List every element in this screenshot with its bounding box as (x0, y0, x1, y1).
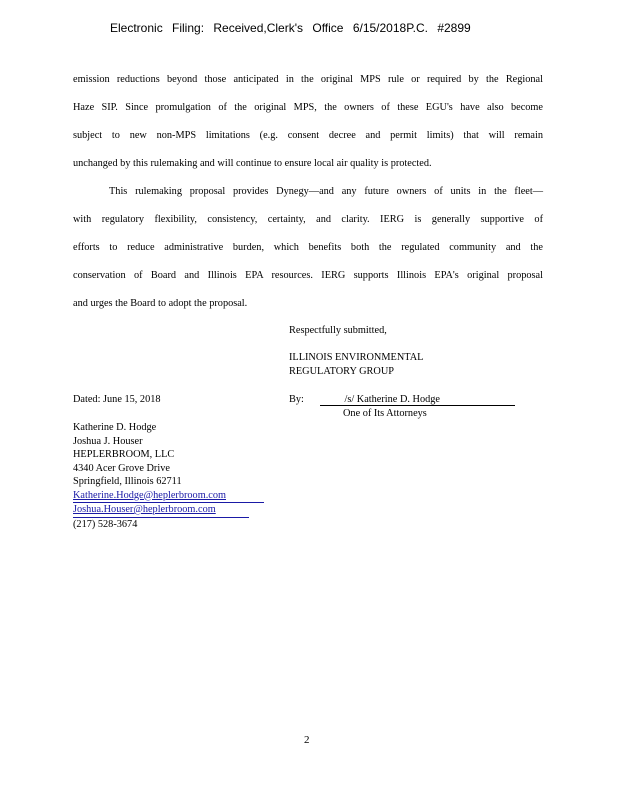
organization-name-line-2: REGULATORY GROUP (289, 366, 394, 377)
paragraph-1 (73, 73, 543, 185)
email-link-2[interactable]: Joshua.Houser@heplerbroom.com (73, 504, 216, 515)
paragraph-1-line: emission reductions beyond those anticipated in the original MPS rule or required by the Regional (73, 74, 543, 85)
city-state-zip: Springfield, Illinois 62711 (73, 476, 182, 487)
paragraph-2-line: conservation of Board and Illinois EPA resources. IERG supports Illinois EPA's original proposal (73, 270, 543, 281)
signer-role: One of Its Attorneys (343, 408, 427, 419)
paragraph-2 (73, 185, 543, 325)
signer-name: /s/ Katherine D. Hodge (344, 394, 440, 405)
firm-name: HEPLERBROOM, LLC (73, 449, 175, 460)
signature-line (320, 394, 515, 406)
paragraph-2-line: and urges the Board to adopt the proposal. (73, 298, 248, 309)
closing: Respectfully submitted, (289, 325, 387, 336)
organization-name-line-1: ILLINOIS ENVIRONMENTAL (289, 352, 424, 363)
signature-block (289, 394, 515, 406)
street-address: 4340 Acer Grove Drive (73, 462, 170, 474)
by-label: By: (289, 394, 304, 405)
email-link-1[interactable]: Katherine.Hodge@heplerbroom.com (73, 489, 227, 501)
paragraph-1-line: subject to new non-MPS limitations (e.g. consent decree and permit limits) that will remain (73, 130, 543, 141)
dated-line: Dated: June 15, 2018 (73, 394, 161, 405)
contact-block (73, 421, 264, 531)
attorney-name-2: Joshua J. Houser (73, 435, 143, 447)
attorney-name-1: Katherine D. Hodge (73, 422, 157, 433)
paragraph-2-line: This rulemaking proposal provides Dynegy—and any future owners of units in the fleet— (109, 186, 543, 197)
paragraph-2-line: with regulatory flexibility, consistency, certainty, and clarity. IERG is generally supportive of (73, 214, 543, 225)
page-number: 2 (304, 734, 310, 746)
paragraph-1-line: Haze SIP. Since promulgation of the original MPS, the owners of these EGU's have also become (73, 102, 543, 113)
paragraph-2-line: efforts to reduce administrative burden, which benefits both the regulated community and the (73, 242, 543, 253)
paragraph-1-line: unchanged by this rulemaking and will continue to ensure local air quality is protected. (73, 158, 432, 169)
phone-number: (217) 528-3674 (73, 518, 138, 530)
filing-header: Electronic Filing: Received,Clerk's Office 6/15/2018P.C. #2899 (110, 21, 471, 35)
